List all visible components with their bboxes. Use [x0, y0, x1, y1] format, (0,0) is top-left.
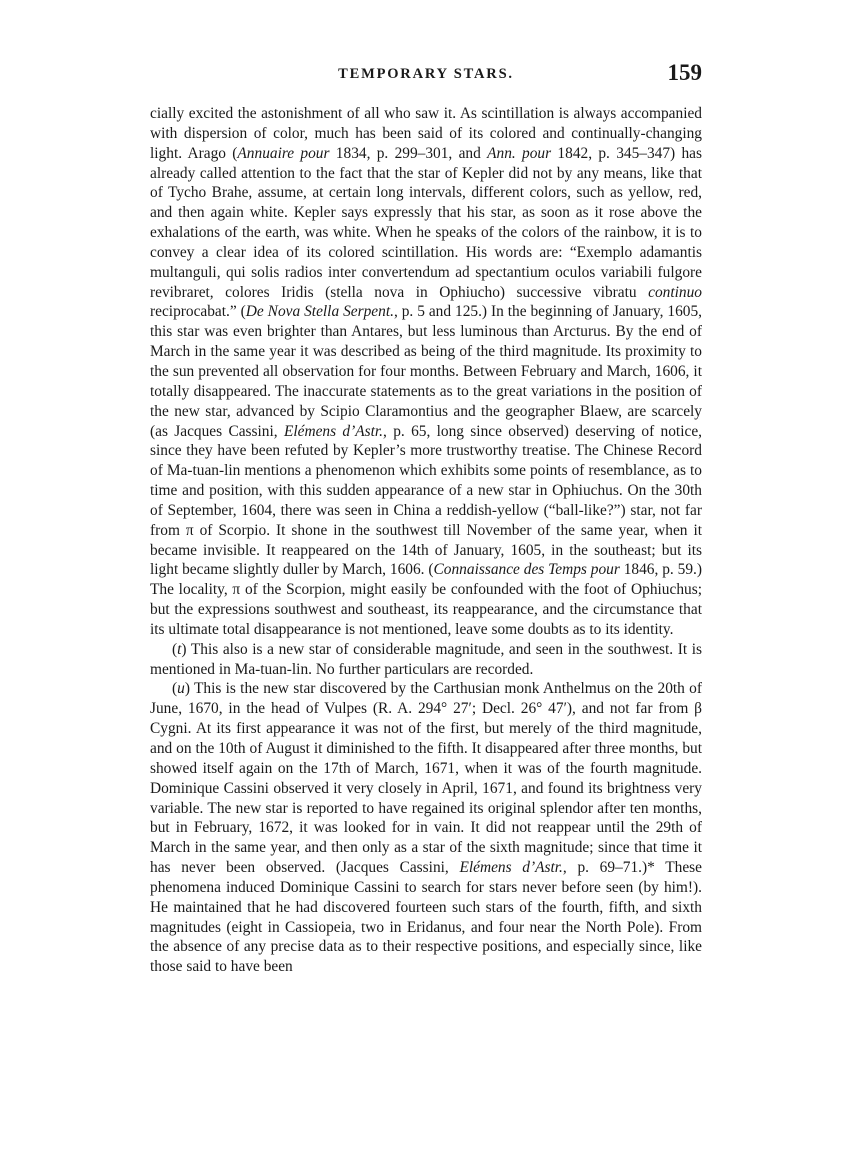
text-run: cially excited the astonishment of all who saw it. As scintillation is always accompanied with dispersion of color, much has been said of its colored and continually-changing light. Arago ( [150, 105, 702, 162]
text-run: , p. 5 and 125.) In the beginning of January, 1605, this star was even brighter than Antares, but less luminous than Arcturus. By the end of March in the same year it was described as being of the third magnitude. Its proximity to the sun prevented all observation for four months. Between February and March, 1606, it totally disappeared. The inaccurate statements as to the great variations in the position of the new star, advanced by Scipio Claramontius and the geographer Blaew, are scarcely (as Jacques Cassini, [150, 303, 703, 440]
italic-text: De Nova Stella Serpent. [245, 303, 394, 321]
text-run: reciprocabat.” ( [150, 303, 246, 321]
text-run: , p. 65, long since observed) deserving of notice, since they have been refuted by Kepler’s more trustworthy treatise. The Chinese Record of Ma-tuan-lin mentions a phenomenon which exhibits some points of resemblance, as to time and position, with this sudden appearance of a new star in Ophiuchus. On the 30th of September, 1604, there was seen in China a reddish-yellow (“ball-like?”) star, not far from π of Scorpio. It shone in the southwest till November of the same year, when it became invisible. It reappeared on the 14th of January, 1605, in the southeast; but its light became slightly duller by March, 1606. ( [150, 422, 702, 579]
italic-text: t [177, 640, 182, 658]
text-run: ) This also is a new star of considerable magnitude, and seen in the southwest. It is mentioned in Ma-tuan-lin. No further particulars are recorded. [150, 640, 702, 678]
text-run: 1842, p. 345–347) has already called attention to the fact that the star of Kepler did not by any means, like that of Tycho Brahe, assume, at certain long intervals, different colors, such as yellow, red, and then again white. Kepler says expressly that his star, as soon as it rose above the exhalations of the earth, was white. When he speaks of the colors of the rainbow, it is to convey a clear idea of its colored scintillation. His words are: “Exemplo adamantis multanguli, qui solis radios inter convertendum ad spectantium oculos variabili fulgore revibraret, colores Iridis (stella nova in Ophiucho) successive vibratu [150, 144, 702, 301]
italic-text: Connaissance des Temps pour [433, 561, 620, 579]
italic-text: Annuaire pour [237, 144, 330, 162]
running-head [150, 60, 702, 90]
text-run: ) This is the new star discovered by the Carthusian monk Anthelmus on the 20th of June, 1670, in the head of Vulpes (R. A. 294° 27′; Decl. 26° 47′), and not far from β Cygni. At its first appearance it was not of the first, but merely of the third magnitude, and on the 10th of August it diminished to the fifth. It disappeared after three months, but showed itself again on the 17th of March, 1671, when it was of the fourth magnitude. Dominique Cassini observed it very closely in April, 1671, and found its brightness very variable. The new star is reported to have regained its original splendor after ten months, but in February, 1672, it was looked for in vain. It did not reappear until the 29th of March in the same year, and then only as a star of the sixth magnitude; since that time it has never been observed. (Jacques Cassini, [150, 680, 702, 877]
text-run: ( [172, 680, 178, 698]
text-run: , p. 69–71.)* These phenomena induced Dominique Cassini to search for stars never before seen (by him!). He maintained that he had discovered fourteen such stars of the fourth, fifth, and sixth magnitudes (eight in Cassiopeia, two in Eridanus, and four near the North Pole). From the absence of any precise data as to their respective positions, and especially since, like those said to have been [150, 859, 702, 976]
italic-text: Ann. pour [487, 144, 552, 162]
text-run: ( [172, 640, 178, 658]
paragraph [150, 104, 702, 640]
italic-text: Elémens d’Astr. [459, 859, 563, 877]
italic-text: u [177, 680, 185, 698]
body-text [150, 104, 702, 977]
paragraph [150, 679, 702, 977]
running-title: TEMPORARY STARS. [338, 66, 514, 82]
text-run: 1846, p. 59.) The locality, π of the Scorpion, might easily be confounded with the foot of Ophiuchus; but the expressions southwest and southeast, its reappearance, and the circumstance that its ultimate total disappearance is not mentioned, leave some doubts as to its identity. [150, 561, 702, 638]
paragraph [150, 640, 702, 680]
text-run: 1834, p. 299–301, and [329, 144, 488, 162]
page-number: 159 [667, 60, 702, 85]
italic-text: Elémens d’Astr. [283, 422, 384, 440]
italic-text: continuo [648, 283, 702, 301]
